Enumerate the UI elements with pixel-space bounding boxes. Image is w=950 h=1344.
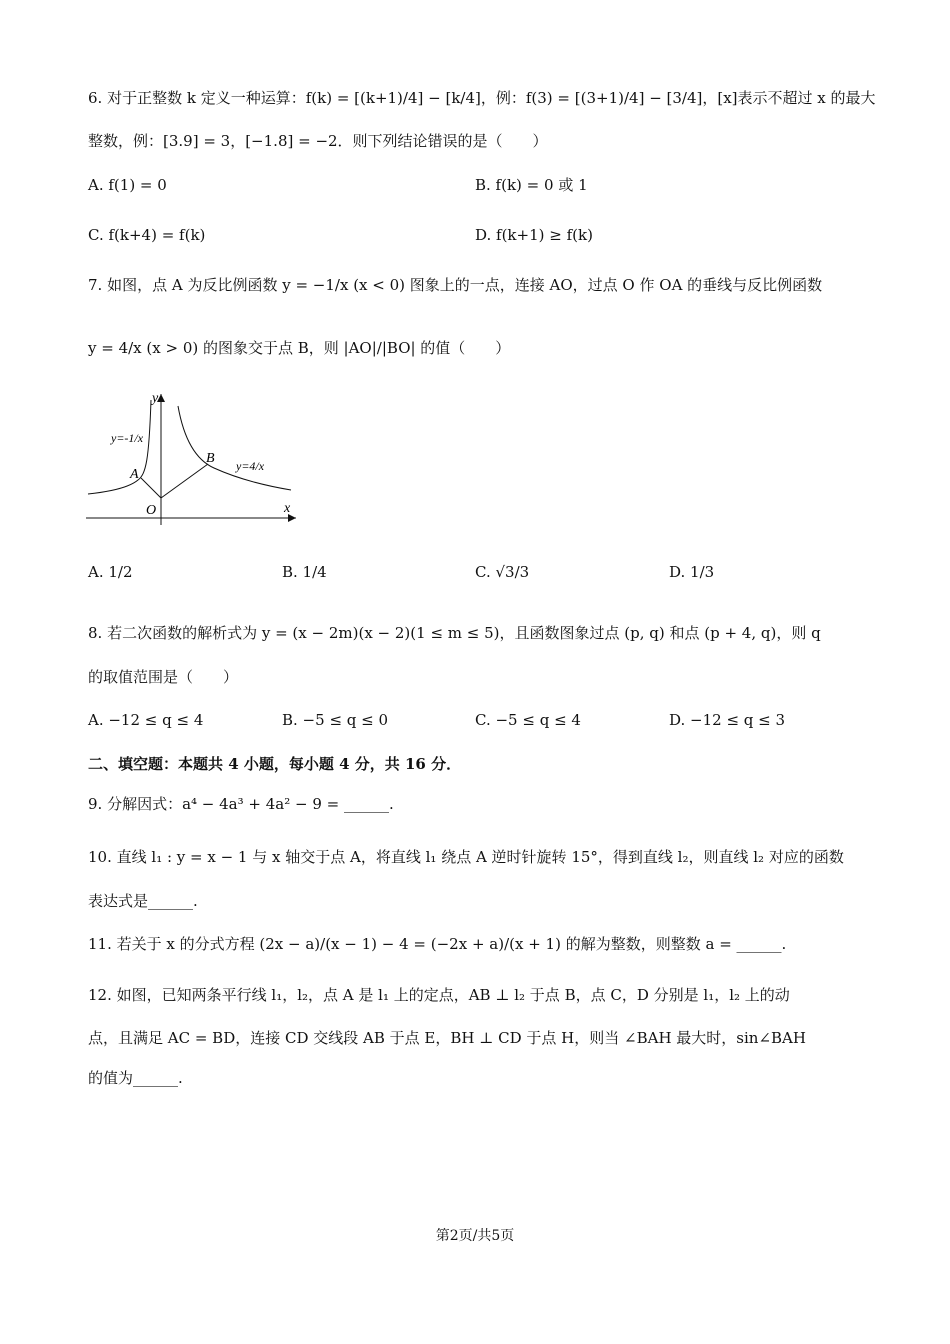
q7-stem-line2: y = 4/x (x > 0) 的图象交于点 B，则 |AO|/|BO| 的值（ ） xyxy=(88,339,511,357)
q8-stem-line2: 的取值范围是（ ） xyxy=(88,668,239,686)
page-footer: 第2页/共5页 xyxy=(435,1228,515,1244)
q10-stem-line1: 10. 直线 l₁ : y = x − 1 与 x 轴交于点 A，将直线 l₁ 绕点 A 逆时针旋转 15°，得到直线 l₂，则直线 l₂ 对应的函数 xyxy=(88,848,844,866)
q12-stem-line1: 12. 如图，已知两条平行线 l₁，l₂，点 A 是 l₁ 上的定点，AB ⊥ l₂ 于点 B，点 C，D 分别是 l₁，l₂ 上的动 xyxy=(88,986,790,1004)
curve-left xyxy=(88,400,151,494)
q8-option-c: C. −5 ≤ q ≤ 4 xyxy=(475,711,581,729)
q12-stem-line3: 的值为______. xyxy=(88,1069,183,1087)
label-b: B xyxy=(206,451,215,466)
segment-ob xyxy=(161,464,208,498)
q7-option-a: A. 1/2 xyxy=(88,563,133,581)
q9-stem: 9. 分解因式：a⁴ − 4a³ + 4a² − 9 = ______. xyxy=(88,795,394,813)
q7-option-d: D. 1/3 xyxy=(669,563,715,581)
q6-option-c: C. f(k+4) = f(k) xyxy=(88,226,206,244)
segment-ao xyxy=(141,478,161,498)
q7-option-b: B. 1/4 xyxy=(282,563,327,581)
q8-option-d: D. −12 ≤ q ≤ 3 xyxy=(669,711,786,729)
label-y: y xyxy=(152,391,159,406)
q10-stem-line2: 表达式是______. xyxy=(88,892,198,910)
q6-option-b: B. f(k) = 0 或 1 xyxy=(475,176,588,194)
label-o: O xyxy=(146,503,157,518)
q11-stem: 11. 若关于 x 的分式方程 (2x − a)/(x − 1) − 4 = (−2x + a)/(x + 1) 的解为整数，则整数 a = ______. xyxy=(88,935,787,953)
q6-stem-line1: 6. 对于正整数 k 定义一种运算：f(k) = [(k+1)/4] − [k/4]，例：f(3) = [(3+1)/4] − [3/4]，[x]表示不超过 x 的最大 xyxy=(88,89,876,107)
q7-option-c: C. √3/3 xyxy=(475,563,530,581)
q6-option-a: A. f(1) = 0 xyxy=(88,176,167,194)
label-a: A xyxy=(130,467,139,482)
q6-option-d: D. f(k+1) ≥ f(k) xyxy=(475,226,593,244)
q7-stem-line1: 7. 如图，点 A 为反比例函数 y = −1/x (x < 0) 图象上的一点，连接 AO，过点 O 作 OA 的垂线与反比例函数 xyxy=(88,276,823,294)
label-left-curve: y=-1/x xyxy=(111,431,144,445)
q8-option-b: B. −5 ≤ q ≤ 0 xyxy=(282,711,389,729)
q8-option-a: A. −12 ≤ q ≤ 4 xyxy=(88,711,204,729)
q7-figure xyxy=(86,390,306,525)
label-right-curve: y=4/x xyxy=(236,459,265,473)
section-2-heading: 二、填空题：本题共 4 小题，每小题 4 分，共 16 分． xyxy=(88,755,462,773)
label-x: x xyxy=(284,501,291,516)
curve-right xyxy=(178,406,291,490)
q8-stem-line1: 8. 若二次函数的解析式为 y = (x − 2m)(x − 2)(1 ≤ m ≤ 5)，且函数图象过点 (p, q) 和点 (p + 4, q)，则 q xyxy=(88,624,821,642)
q6-stem-line2: 整数，例：[3.9] = 3，[−1.8] = −2．则下列结论错误的是（ ） xyxy=(88,132,548,150)
q12-stem-line2: 点，且满足 AC = BD，连接 CD 交线段 AB 于点 E，BH ⊥ CD 于点 H，则当 ∠BAH 最大时，sin∠BAH xyxy=(88,1029,806,1047)
